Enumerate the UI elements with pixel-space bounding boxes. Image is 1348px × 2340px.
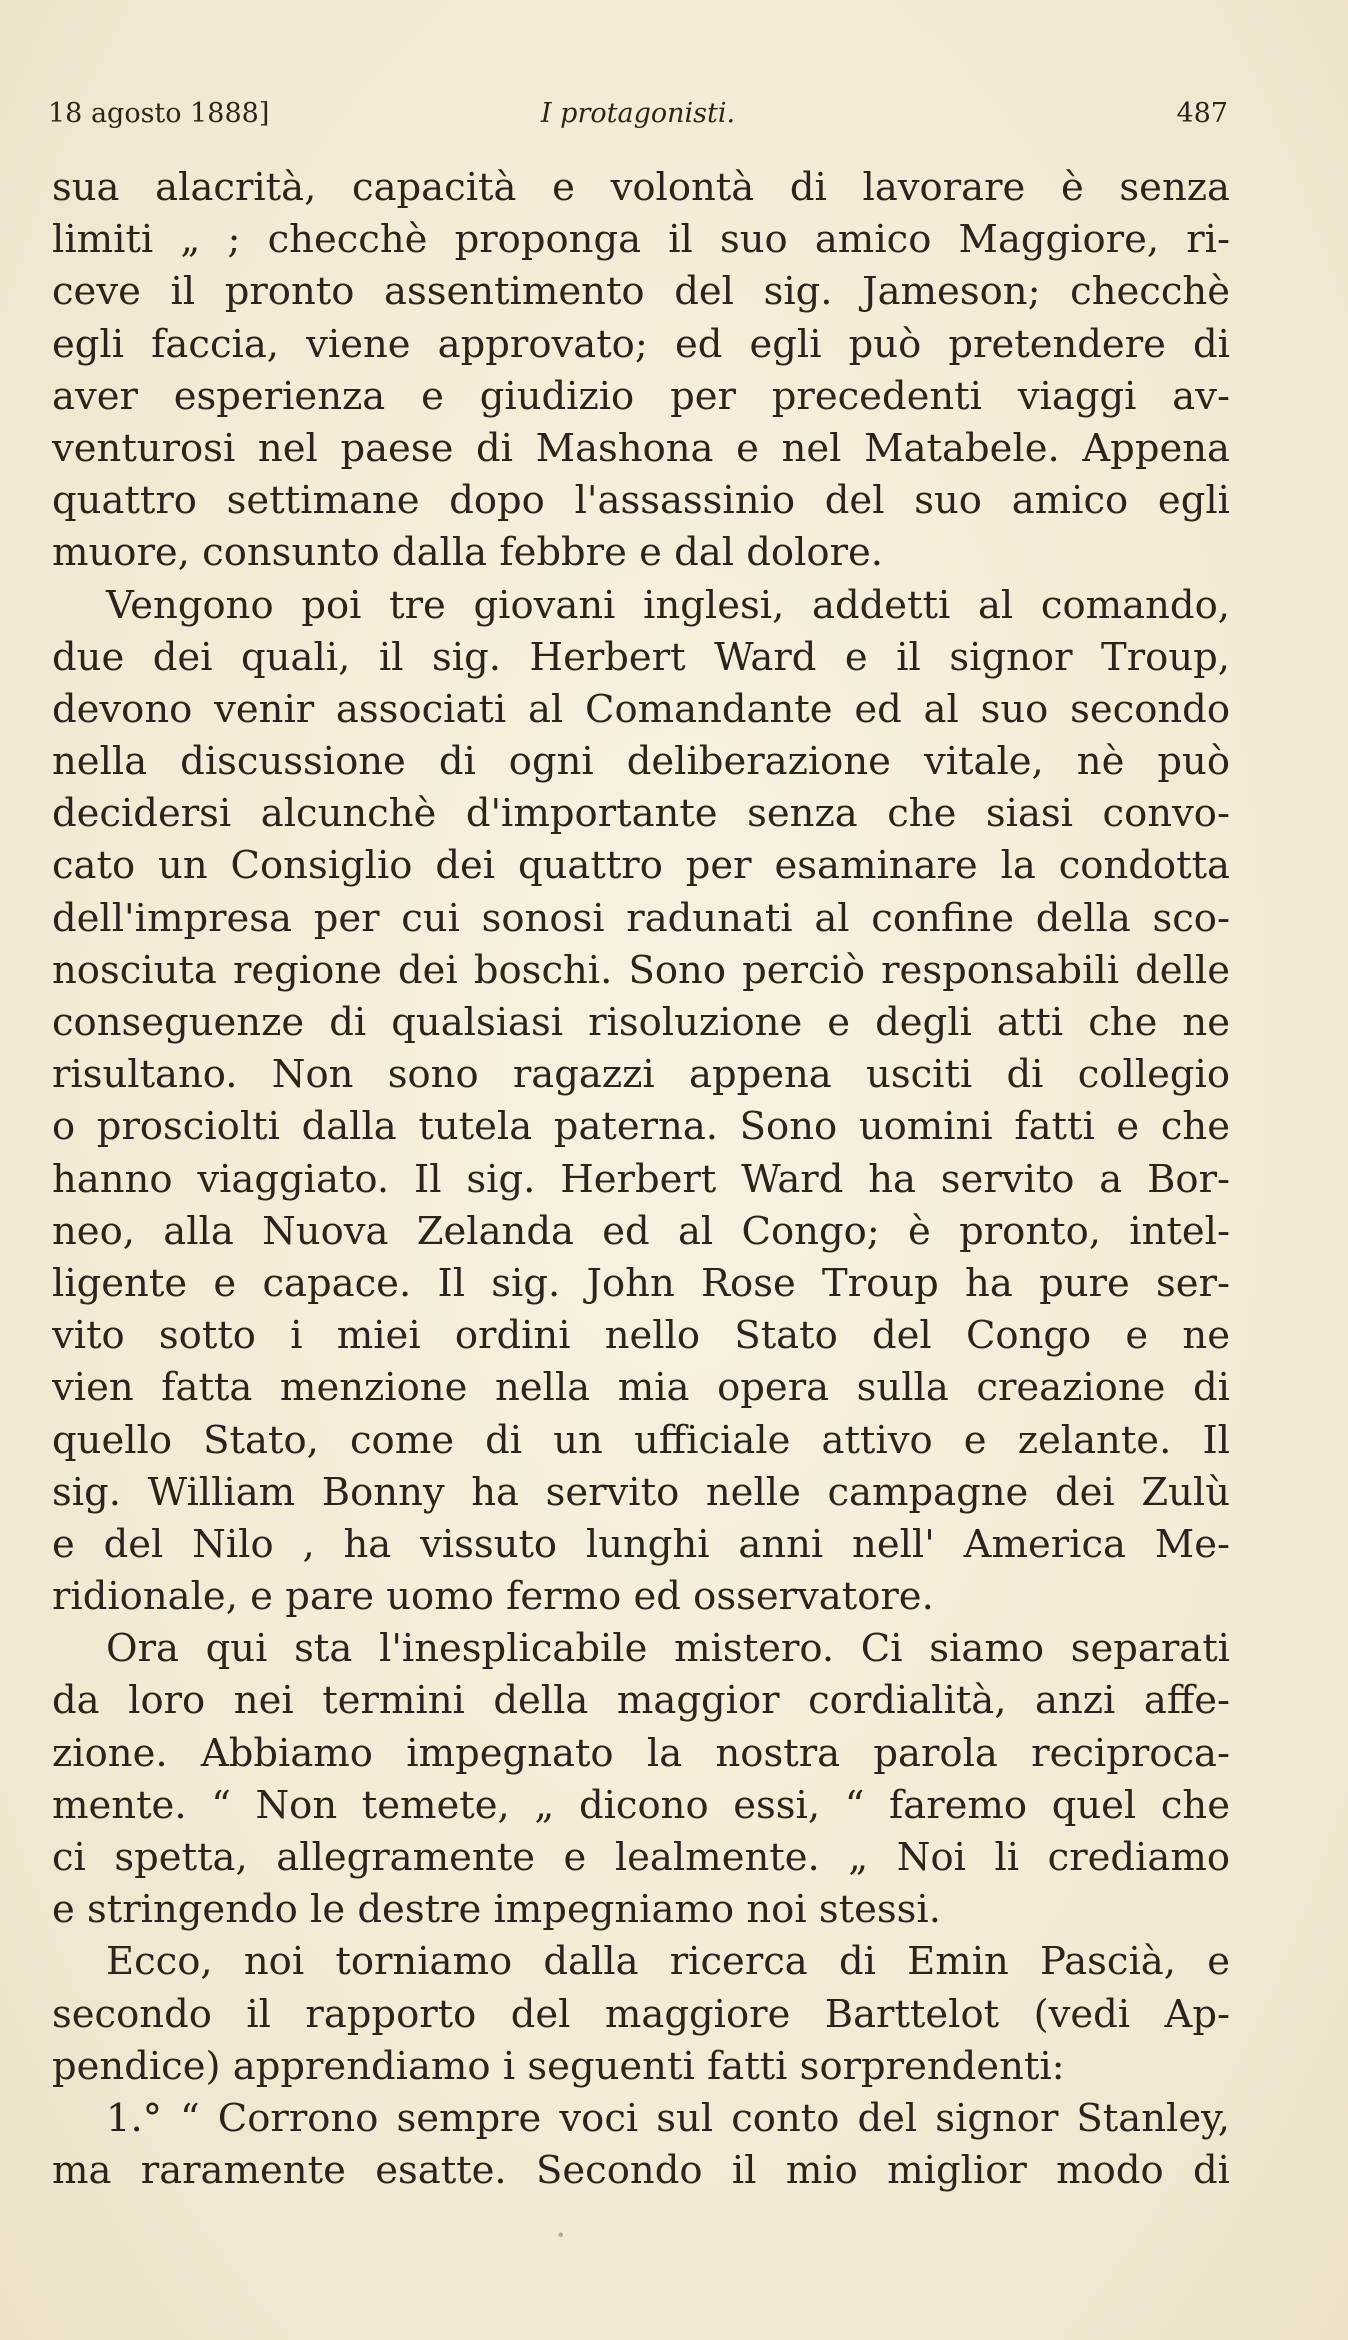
text-line: venturosi nel paese di Mashona e nel Matabele. Appena	[52, 425, 1230, 471]
header-title: I protagonisti.	[540, 98, 736, 129]
text-line: secondo il rapporto del maggiore Barttelot (vedi Ap-	[52, 1991, 1230, 2037]
header-date: 18 agosto 1888]	[48, 98, 270, 129]
text-line: vien fatta menzione nella mia opera sulla creazione di	[52, 1365, 1230, 1411]
text-line: cato un Consiglio dei quattro per esaminare la condotta	[52, 843, 1230, 889]
footer-mark: •	[556, 2226, 566, 2245]
text-line: egli faccia, viene approvato; ed egli può pretendere di	[52, 321, 1230, 367]
text-line: da loro nei termini della maggior cordialità, anzi affe-	[52, 1678, 1230, 1724]
text-line: limiti „ ; checchè proponga il suo amico Maggiore, ri-	[52, 217, 1230, 263]
text-line: ridionale, e pare uomo fermo ed osservatore.	[52, 1574, 934, 1620]
text-line: decidersi alcunchè d'importante senza che siasi convo-	[52, 791, 1230, 837]
text-line: sua alacrità, capacità e volontà di lavorare è senza	[52, 165, 1230, 210]
text-line: o prosciolti dalla tutela paterna. Sono uomini fatti e che	[52, 1104, 1230, 1150]
text-line: zione. Abbiamo impegnato la nostra parola reciproca-	[52, 1730, 1230, 1776]
text-line: e stringendo le destre impegniamo noi stessi.	[52, 1887, 941, 1933]
paragraph-start-line: 1.° “ Corrono sempre voci sul conto del signor Stanley,	[106, 2095, 1230, 2141]
text-line: pendice) apprendiamo i seguenti fatti sorprendenti:	[52, 2043, 1065, 2089]
text-line: ma raramente esatte. Secondo il mio miglior modo di	[52, 2148, 1230, 2194]
text-line: conseguenze di qualsiasi risoluzione e degli atti che ne	[52, 1000, 1230, 1045]
text-line: due dei quali, il sig. Herbert Ward e il signor Troup,	[52, 634, 1230, 680]
text-line: nosciuta regione dei boschi. Sono perciò responsabili delle	[52, 947, 1230, 993]
text-line: hanno viaggiato. Il sig. Herbert Ward ha servito a Bor-	[52, 1156, 1230, 1202]
text-line: devono venir associati al Comandante ed al suo secondo	[52, 686, 1230, 732]
text-line: aver esperienza e giudizio per precedenti viaggi av-	[52, 373, 1230, 419]
text-line: mente. “ Non temete, „ dicono essi, “ faremo quel che	[52, 1782, 1230, 1828]
body-text	[52, 162, 1230, 2197]
page-number: 487	[1176, 98, 1228, 129]
text-line: e del Nilo , ha vissuto lunghi anni nell' America Me-	[52, 1521, 1230, 1567]
paragraph-start-line: Vengono poi tre giovani inglesi, addetti al comando,	[106, 582, 1230, 628]
text-line: risultano. Non sono ragazzi appena usciti di collegio	[52, 1052, 1230, 1098]
running-head	[48, 94, 1228, 134]
text-line: vito sotto i miei ordini nello Stato del Congo e ne	[52, 1313, 1230, 1359]
text-line: ci spetta, allegramente e lealmente. „ Noi li crediamo	[52, 1835, 1230, 1880]
text-line: ceve il pronto assentimento del sig. Jameson; checchè	[52, 269, 1230, 315]
text-line: dell'impresa per cui sonosi radunati al confine della sco-	[52, 895, 1230, 941]
text-line: nella discussione di ogni deliberazione vitale, nè può	[52, 739, 1230, 785]
paragraph-start-line: Ecco, noi torniamo dalla ricerca di Emin Pascià, e	[106, 1939, 1230, 1985]
text-line: sig. William Bonny ha servito nelle campagne dei Zulù	[52, 1469, 1230, 1515]
text-line: neo, alla Nuova Zelanda ed al Congo; è pronto, intel-	[52, 1208, 1230, 1254]
paragraph-start-line: Ora qui sta l'inesplicabile mistero. Ci siamo separati	[106, 1626, 1230, 1672]
text-line: muore, consunto dalla febbre e dal dolore.	[52, 530, 884, 576]
text-line: quello Stato, come di un ufficiale attivo e zelante. Il	[52, 1417, 1230, 1463]
text-line: quattro settimane dopo l'assassinio del suo amico egli	[52, 478, 1230, 524]
text-line: ligente e capace. Il sig. John Rose Troup ha pure ser-	[52, 1260, 1230, 1306]
